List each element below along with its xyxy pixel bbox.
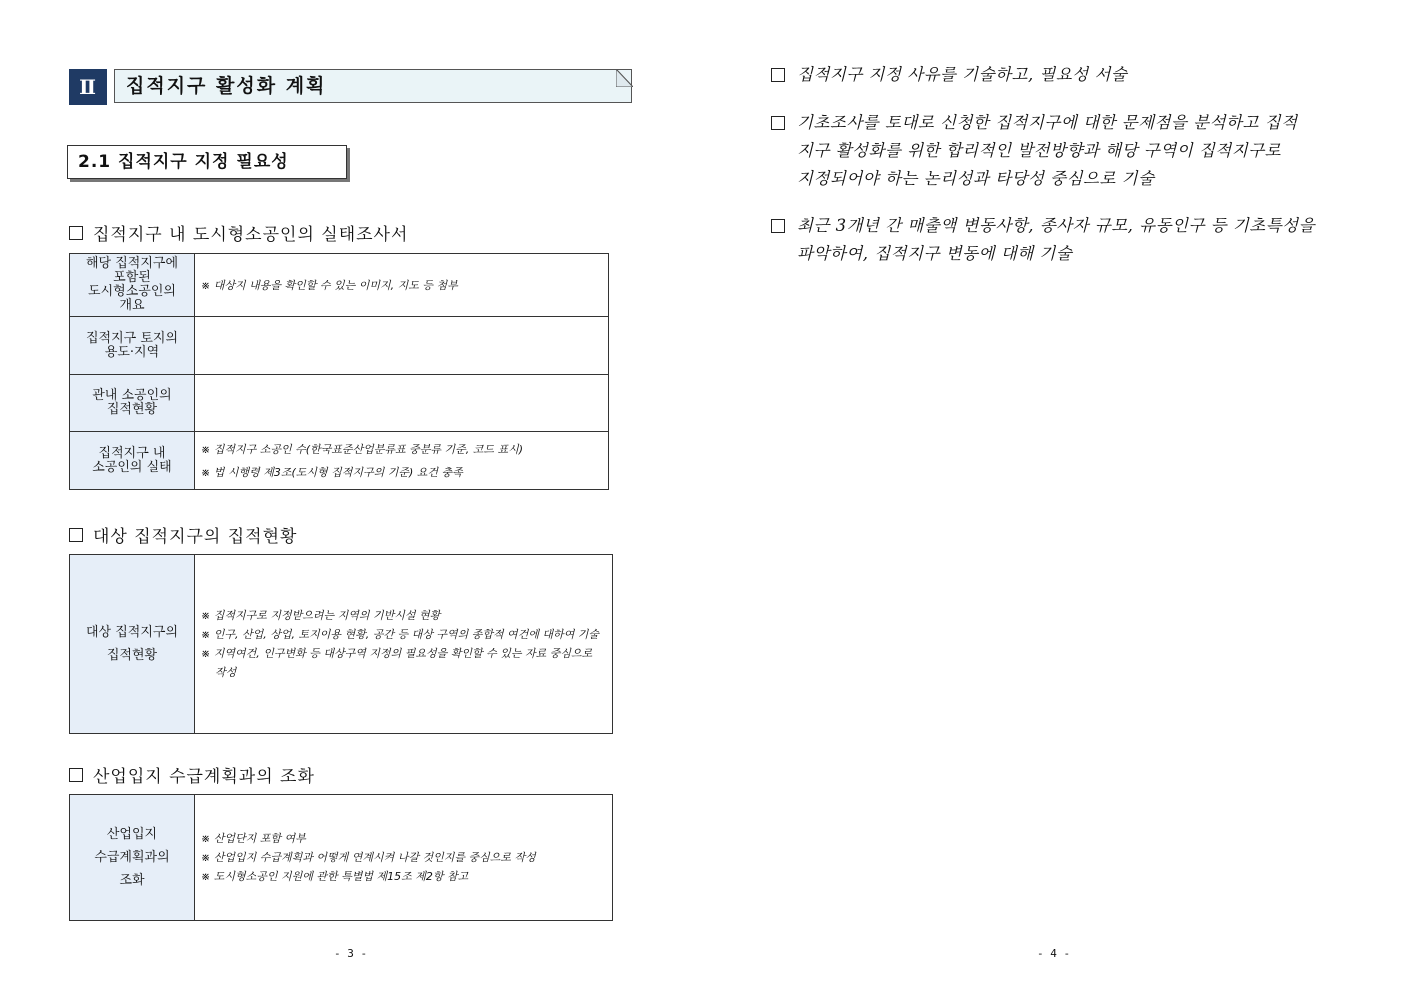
label-line: 도시형소공인의 bbox=[88, 284, 176, 299]
row-label bbox=[70, 795, 195, 921]
table-row bbox=[70, 432, 609, 490]
table-row bbox=[70, 795, 613, 921]
right-item-line: 지정되어야 하는 논리성과 타당성 중심으로 기술 bbox=[797, 169, 1155, 188]
table-row bbox=[70, 375, 609, 432]
right-item-line: 집적지구 지정 사유를 기술하고, 필요성 서술 bbox=[797, 65, 1128, 84]
row-content[interactable] bbox=[195, 795, 613, 921]
row-label bbox=[70, 432, 195, 490]
checkbox-square-icon bbox=[69, 528, 83, 542]
right-item-line: 기초조사를 토대로 신청한 집적지구에 대한 문제점을 분석하고 집적 bbox=[797, 113, 1298, 132]
right-list-item bbox=[771, 109, 1298, 193]
chapter-title: 집적지구 활성화 계획 bbox=[126, 75, 327, 97]
label-line: 조화 bbox=[119, 873, 145, 888]
row-label bbox=[70, 317, 195, 375]
status-heading bbox=[69, 522, 297, 547]
right-item-line: 최근 3개년 간 매출액 변동사항, 종사자 규모, 유동인구 등 기초특성을 bbox=[797, 216, 1316, 235]
note-text: ※ 산업단지 포함 여부 bbox=[201, 832, 306, 845]
label-line: 해당 집적지구에 bbox=[85, 256, 179, 271]
page-number-right: - 4 - bbox=[1037, 947, 1071, 960]
label-line: 집적현황 bbox=[106, 402, 158, 417]
note-text: ※ 지역여건, 인구변화 등 대상구역 지정의 필요성을 확인할 수 있는 자료 중심으로 작성 bbox=[201, 647, 593, 679]
row-content[interactable] bbox=[195, 555, 613, 734]
right-item-line: 파악하여, 집적지구 변동에 대해 기술 bbox=[797, 244, 1073, 263]
section-title: 2.1 집적지구 지정 필요성 bbox=[67, 145, 347, 179]
note-text: ※ 법 시행령 제3조(도시형 집적지구의 기준) 요건 충족 bbox=[201, 465, 463, 479]
label-line: 산업입지 bbox=[106, 827, 158, 842]
note-text: ※ 산업입지 수급계획과 어떻게 연계시켜 나갈 것인지를 중심으로 작성 bbox=[201, 851, 536, 864]
row-label bbox=[70, 254, 195, 317]
label-line: 집적현황 bbox=[106, 648, 158, 663]
checkbox-square-icon bbox=[771, 116, 785, 130]
table-row bbox=[70, 254, 609, 317]
survey-heading bbox=[69, 220, 408, 245]
note-text: ※ 대상지 내용을 확인할 수 있는 이미지, 지도 등 첨부 bbox=[201, 278, 458, 292]
row-content[interactable] bbox=[195, 432, 609, 490]
status-heading-text: 대상 집적지구의 집적현황 bbox=[93, 527, 298, 547]
label-line: 수급계획과의 bbox=[94, 850, 170, 865]
industrial-heading-text: 산업입지 수급계획과의 조화 bbox=[93, 767, 315, 787]
page-fold-decoration bbox=[616, 69, 633, 87]
note-text: ※ 집적지구 소공인 수(한국표준산업분류표 중분류 기준, 코드 표시) bbox=[201, 442, 524, 456]
label-line: 집적지구 내 bbox=[98, 445, 166, 461]
row-content[interactable] bbox=[195, 375, 609, 432]
table-row bbox=[70, 555, 613, 734]
chapter-number: Ⅱ bbox=[69, 69, 107, 105]
page-number-left: - 3 - bbox=[334, 947, 368, 960]
label-line: 용도·지역 bbox=[104, 344, 160, 360]
label-line: 집적지구 토지의 bbox=[85, 330, 179, 346]
row-label bbox=[70, 555, 195, 734]
table-row bbox=[70, 317, 609, 375]
label-line: 소공인의 실태 bbox=[92, 459, 172, 475]
label-line: 개요 bbox=[119, 298, 145, 313]
survey-heading-text: 집적지구 내 도시형소공인의 실태조사서 bbox=[93, 225, 409, 245]
checkbox-square-icon bbox=[69, 226, 83, 240]
label-line: 대상 집적지구의 bbox=[85, 625, 179, 640]
label-line: 관내 소공인의 bbox=[92, 388, 172, 403]
right-item-line: 지구 활성화를 위한 합리적인 발전방향과 해당 구역이 집적지구로 bbox=[797, 141, 1282, 160]
survey-table bbox=[69, 253, 609, 490]
status-table bbox=[69, 554, 613, 734]
right-list-item bbox=[771, 212, 1315, 268]
note-text: ※ 인구, 산업, 상업, 토지이용 현황, 공간 등 대상 구역의 종합적 여건에 대하여 기술 bbox=[201, 628, 600, 641]
note-text: ※ 집적지구로 지정받으려는 지역의 기반시설 현황 bbox=[201, 609, 441, 622]
row-content[interactable] bbox=[195, 254, 609, 317]
industrial-table bbox=[69, 794, 613, 921]
row-content[interactable] bbox=[195, 317, 609, 375]
industrial-heading bbox=[69, 762, 315, 787]
note-text: ※ 도시형소공인 지원에 관한 특별법 제15조 제2항 참고 bbox=[201, 870, 469, 883]
right-list-item bbox=[771, 61, 1127, 89]
label-line: 포함된 bbox=[113, 270, 151, 285]
checkbox-square-icon bbox=[771, 68, 785, 82]
checkbox-square-icon bbox=[69, 768, 83, 782]
row-label bbox=[70, 375, 195, 432]
checkbox-square-icon bbox=[771, 219, 785, 233]
